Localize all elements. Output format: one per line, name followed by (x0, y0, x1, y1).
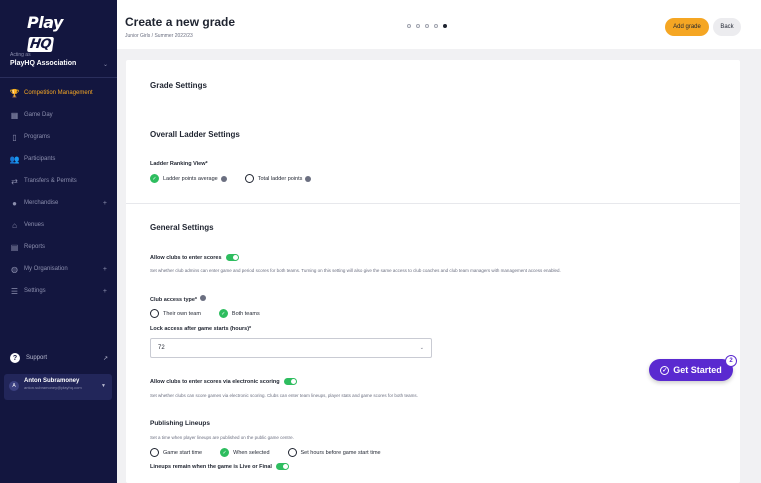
chevron-down-icon: ▼ (101, 383, 106, 389)
sidebar-item-label: Venues (24, 222, 45, 228)
general-settings-title: General Settings (150, 223, 214, 232)
option-label: Both teams (231, 310, 260, 317)
sidebar-item-game-day[interactable] (0, 104, 117, 126)
sidebar-item-label: Participants (24, 156, 56, 162)
plus-icon: + (102, 265, 107, 273)
sidebar-item-my-organisation[interactable] (0, 258, 117, 280)
chevron-down-icon: ⌄ (102, 62, 108, 68)
ladder-ranking-label: Ladder Ranking View* (150, 161, 208, 167)
option-label: Ladder points average (163, 175, 218, 182)
get-started-label: Get Started (673, 365, 722, 375)
sidebar-item-transfers-permits[interactable] (0, 170, 117, 192)
lineups-remain-label: Lineups remain when the game is Live or Final (150, 463, 272, 470)
lineups-remain-row (150, 463, 289, 470)
step-indicator (407, 24, 447, 28)
sidebar-item-label: Game Day (24, 112, 53, 118)
grade-settings-title: Grade Settings (150, 81, 207, 90)
globe-icon: ◍ (11, 264, 18, 274)
lineups-remain-toggle[interactable] (276, 463, 289, 470)
ladder-ranking-options (150, 174, 311, 183)
radio-when-selected[interactable]: ✓ (220, 448, 229, 457)
stadium-icon: ⌂ (12, 220, 17, 230)
info-icon[interactable] (305, 176, 311, 182)
chevron-down-icon: ⌄ (419, 345, 424, 351)
page-header (117, 0, 761, 49)
organisation-name: PlayHQ Association (10, 60, 77, 67)
organisation-switcher[interactable] (10, 52, 112, 67)
allow-scores-toggle[interactable] (226, 254, 239, 261)
sidebar-item-venues[interactable] (0, 214, 117, 236)
option-label: Total ladder points (257, 175, 303, 182)
sidebar-item-label: Transfers & Permits (24, 178, 77, 184)
sidebar-item-label: Settings (24, 288, 46, 294)
breadcrumb: Junior Girls / Summer 2022/23 (125, 33, 193, 39)
electronic-scoring-label: Allow clubs to enter scores via electronic scoring (150, 378, 280, 385)
info-icon[interactable] (200, 295, 206, 301)
ladder-settings-title: Overall Ladder Settings (150, 130, 240, 139)
publishing-lineups-options (150, 448, 381, 457)
avatar: A (9, 381, 19, 391)
external-link-icon: ↗ (102, 355, 108, 362)
section-divider (126, 203, 740, 204)
transfer-icon: ⇄ (11, 176, 18, 186)
allow-scores-row (150, 254, 239, 261)
info-icon[interactable] (221, 176, 227, 182)
electronic-scoring-description: Set whether clubs can score games via electronic scoring. Clubs can enter team lineups, player stats and game scores for both teams. (150, 393, 418, 398)
sidebar-item-merchandise[interactable] (0, 192, 117, 214)
step-dot (434, 24, 438, 28)
publishing-lineups-description: Set a time when player lineups are published on the public game centre. (150, 435, 294, 440)
sidebar-item-label: My Organisation (24, 266, 68, 272)
sidebar-item-competition-management[interactable] (0, 82, 117, 104)
lock-access-value: 72 (158, 345, 165, 351)
publishing-lineups-title: Publishing Lineups (150, 420, 210, 427)
plus-icon: + (102, 199, 107, 207)
sidebar-item-label: Competition Management (24, 90, 93, 96)
club-access-row (150, 295, 206, 303)
help-icon: ? (10, 353, 20, 363)
option-label: Set hours before game start time (300, 449, 381, 456)
step-dot (425, 24, 429, 28)
sidebar-divider (0, 77, 117, 78)
sidebar-item-label: Reports (24, 244, 46, 250)
sidebar-item-label: Programs (24, 134, 51, 140)
support-label: Support (26, 355, 48, 361)
option-label: Their own team (163, 310, 201, 317)
electronic-scoring-row (150, 378, 297, 385)
radio-total-ladder-points[interactable] (245, 174, 254, 183)
allow-scores-label: Allow clubs to enter scores (150, 254, 222, 261)
user-menu[interactable] (4, 374, 112, 400)
shirt-icon: ● (12, 198, 17, 208)
grade-form-card (126, 60, 740, 483)
step-dot (407, 24, 411, 28)
step-dot-current (443, 24, 447, 28)
book-icon: ▯ (12, 132, 17, 142)
back-button[interactable]: Back (713, 18, 741, 36)
user-email: anton.subramoney@playhq.com (24, 385, 82, 390)
radio-both-teams[interactable]: ✓ (219, 309, 228, 318)
playhq-logo[interactable]: PlayHQ (27, 13, 63, 52)
sidebar-nav (0, 82, 117, 302)
option-label: When selected (233, 449, 270, 456)
sidebar-item-programs[interactable] (0, 126, 117, 148)
get-started-button[interactable] (649, 359, 733, 381)
check-circle-icon: ✓ (662, 367, 668, 374)
allow-scores-description: Set whether club admins can enter game and period scores for both teams. Turning on this setting will also give the same access to club coaches and club team managers with management access enabled. (150, 268, 561, 273)
sliders-icon: ☰ (10, 286, 19, 296)
support-link[interactable] (10, 352, 110, 364)
scoreboard-icon: ▦ (10, 110, 19, 120)
radio-hours-before-start[interactable] (288, 448, 297, 457)
notification-badge: 2 (725, 355, 737, 367)
step-dot (416, 24, 420, 28)
report-icon: ▤ (10, 242, 19, 252)
user-name: Anton Subramoney (24, 378, 80, 384)
club-access-options (150, 309, 260, 318)
page-title: Create a new grade (125, 15, 236, 29)
sidebar-item-label: Merchandise (24, 200, 59, 206)
radio-their-own-team[interactable] (150, 309, 159, 318)
sidebar (0, 0, 117, 483)
plus-icon: + (102, 287, 107, 295)
add-grade-button[interactable]: Add grade (665, 18, 709, 36)
trophy-icon: 🏆 (9, 88, 20, 98)
radio-game-start-time[interactable] (150, 448, 159, 457)
lock-access-select[interactable] (150, 338, 432, 358)
sidebar-item-participants[interactable] (0, 148, 117, 170)
radio-ladder-points-average[interactable]: ✓ (150, 174, 159, 183)
option-label: Game start time (163, 449, 203, 456)
acting-as-caption: Acting as (10, 52, 31, 58)
club-access-label: Club access type* (150, 297, 198, 303)
lock-access-label: Lock access after game starts (hours)* (150, 326, 252, 332)
electronic-scoring-toggle[interactable] (284, 378, 297, 385)
sidebar-item-reports[interactable] (0, 236, 117, 258)
people-icon: 👥 (9, 154, 20, 164)
sidebar-item-settings[interactable] (0, 280, 117, 302)
